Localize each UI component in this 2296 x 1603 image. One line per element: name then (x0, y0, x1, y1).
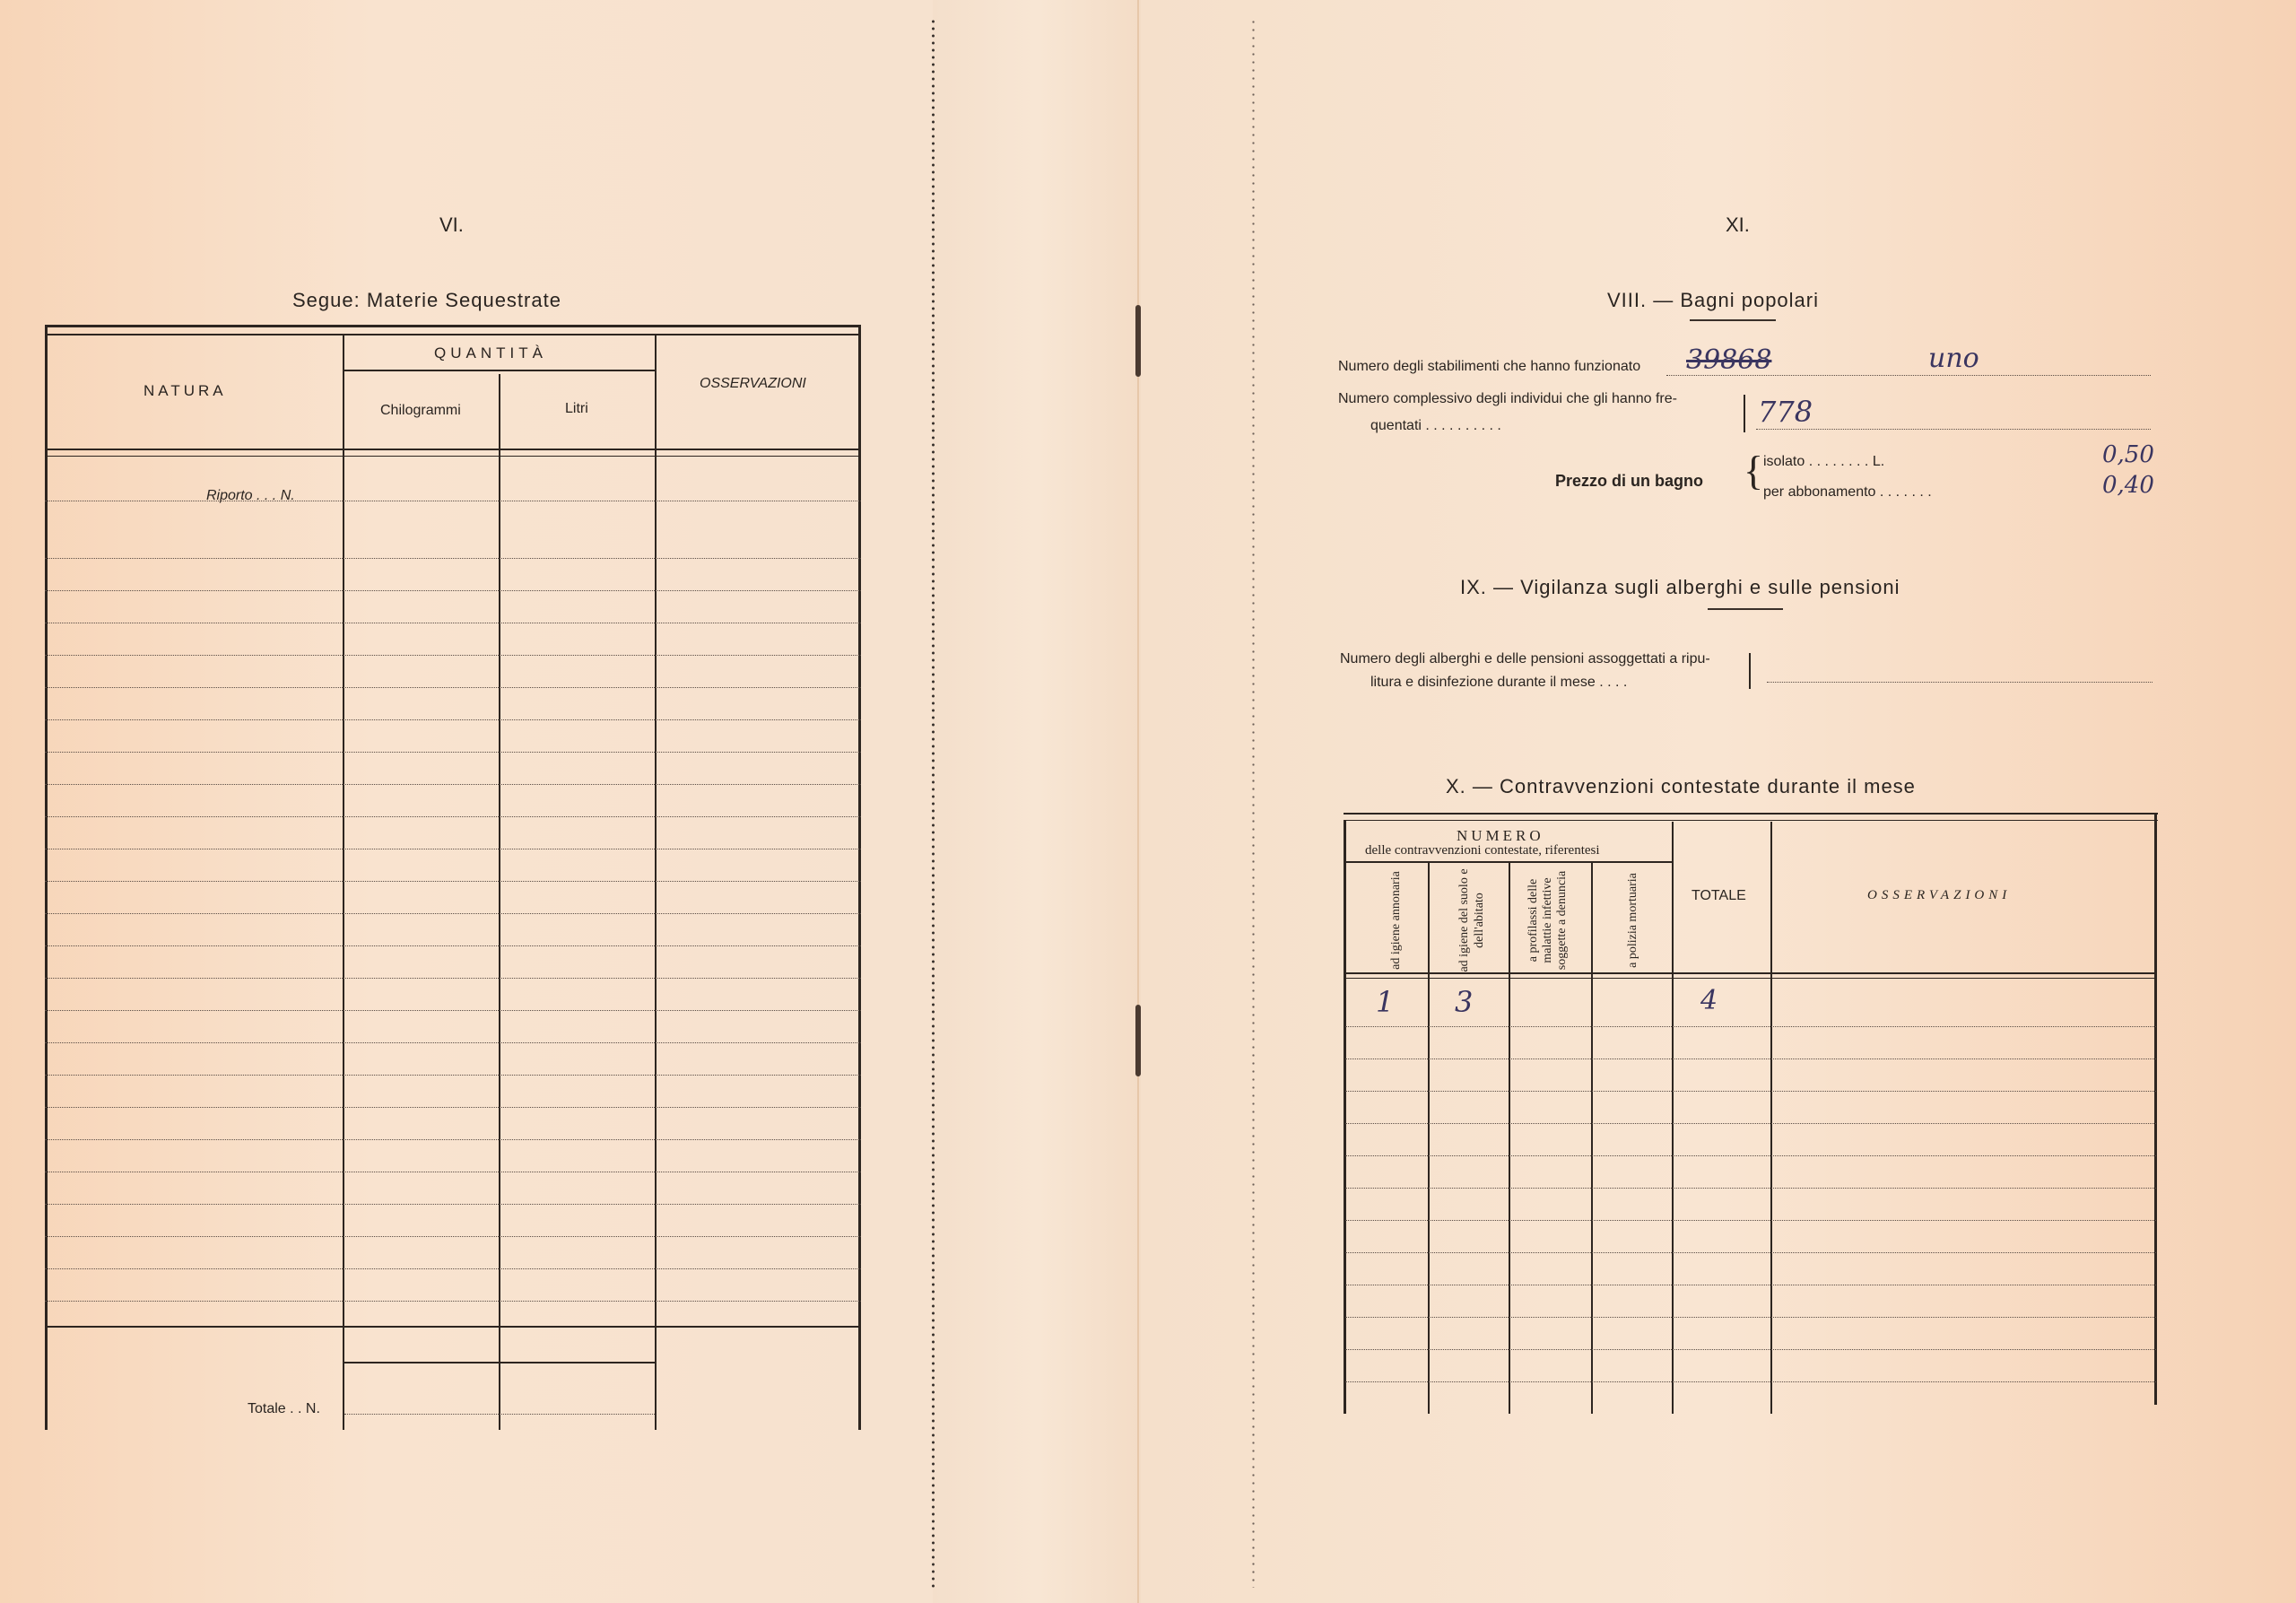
page-number-left: VI. (439, 213, 464, 236)
table-row (1345, 1349, 2156, 1350)
table-row (45, 881, 861, 882)
value-totale: 4 (1700, 985, 1718, 1016)
header-col4: a polizia mortuaria (1626, 873, 1639, 968)
table-row (45, 558, 861, 559)
col-divider-1 (343, 334, 344, 1430)
section-ix-line (1767, 682, 2152, 683)
header-chilogrammi: Chilogrammi (380, 403, 461, 418)
isolato-value: 0,50 (2102, 441, 2154, 468)
table-top-line-2 (1344, 820, 2158, 821)
table-row (45, 655, 861, 656)
table-row (1345, 1123, 2156, 1124)
quantita-underline (344, 370, 655, 371)
table-row (45, 1301, 861, 1302)
staple-top (1135, 305, 1141, 377)
table-row (45, 1010, 861, 1011)
header-natura: NATURA (144, 382, 227, 399)
table-row (45, 978, 861, 979)
individui-line (1756, 429, 2151, 430)
header-col3-cell (1512, 867, 1589, 974)
table-row (45, 752, 861, 753)
value-col1: 1 (1376, 985, 1395, 1019)
contravvenzioni-table (1344, 813, 2158, 1414)
stabilimenti-label: Numero degli stabilimenti che hanno funzionato (1338, 359, 1641, 374)
perforation-right (1252, 18, 1255, 1588)
stabilimenti-handwriting (1686, 344, 1771, 376)
totale-dotted-line (344, 1414, 655, 1415)
section-ix-title: IX. — Vigilanza sugli alberghi e sulle pensioni (1460, 576, 1900, 598)
table-row (1345, 1317, 2156, 1318)
table-row (45, 1075, 861, 1076)
section-viii-underline (1690, 319, 1776, 321)
table-row (1345, 1220, 2156, 1221)
totale-label: Totale . . N. (248, 1401, 320, 1416)
table-row (45, 1139, 861, 1140)
table-row (45, 945, 861, 946)
col-divider-3 (1591, 863, 1593, 1414)
section-viii-title: VIII. — Bagni popolari (1607, 289, 1820, 311)
materie-table (45, 325, 861, 1430)
table-row (45, 1268, 861, 1269)
header-col2-cell (1431, 867, 1507, 974)
col-divider-2 (499, 374, 500, 1430)
header-bottom-line (1345, 972, 2156, 974)
table-row (1345, 1252, 2156, 1253)
individui-label-line2: quentati . . . . . . . . . . (1370, 418, 1501, 433)
section-ix-label-line1: Numero degli alberghi e delle pensioni assoggettati a ripu- (1340, 651, 1710, 666)
table-row (45, 784, 861, 785)
stabilimenti-value: uno (1928, 343, 1979, 374)
table-row (45, 687, 861, 688)
header-litri: Litri (565, 401, 588, 416)
table-row (45, 1042, 861, 1043)
prezzo-label: Prezzo di un bagno (1555, 472, 1703, 490)
section-ix-bracket (1749, 653, 1751, 689)
top-double-line (45, 334, 861, 335)
isolato-label: isolato . . . . . . . . L. (1763, 454, 1885, 469)
header-bottom-line-2 (45, 456, 861, 457)
staple-bottom (1135, 1005, 1141, 1076)
abbonamento-value: 0,40 (2102, 472, 2154, 499)
table-row (1345, 1091, 2156, 1092)
individui-value: 778 (1758, 395, 1813, 429)
riporto-label: Riporto . . . N. (206, 488, 295, 503)
table-row (1345, 1155, 2156, 1156)
header-osservazioni: OSSERVAZIONI (1867, 888, 2012, 902)
table-row (45, 913, 861, 914)
header-quantita: QUANTITÀ (434, 344, 547, 362)
prezzo-brace-icon: { (1744, 448, 1764, 493)
table-row (45, 1236, 861, 1237)
header-osservazioni: OSSERVAZIONI (700, 376, 806, 391)
table-row (1345, 1026, 2156, 1027)
table-left-border (1344, 820, 1346, 1414)
totale-quantity-line (344, 1362, 655, 1363)
header-bottom-line-2 (1345, 978, 2156, 979)
header-col3: a profilassi delle malattie infettive soggette a denuncia (1526, 870, 1569, 971)
binding-line (1137, 0, 1139, 1603)
header-bottom-line (45, 449, 861, 450)
value-col2: 3 (1455, 985, 1474, 1019)
section-ix-underline (1708, 608, 1783, 610)
abbonamento-label: per abbonamento . . . . . . . (1763, 484, 1932, 500)
section-ix-label-line2: litura e disinfezione durante il mese . . . . (1370, 675, 1628, 690)
col-divider-4 (1672, 822, 1674, 1414)
totale-top-line (45, 1326, 861, 1328)
individui-bracket (1744, 395, 1745, 432)
stabilimenti-struck-value: 39868 (1686, 344, 1772, 376)
table-row (45, 1204, 861, 1205)
col-divider-2 (1509, 863, 1510, 1414)
header-col1: ad igiene annonaria (1389, 871, 1403, 970)
section-x-title: X. — Contravvenzioni contestate durante il mese (1446, 775, 1916, 797)
header-col4-cell (1595, 867, 1670, 974)
left-page-title: Segue: Materie Sequestrate (292, 289, 561, 311)
table-row (45, 816, 861, 817)
table-row (45, 719, 861, 720)
col-divider-5 (1770, 822, 1772, 1414)
table-top-line (1344, 813, 2158, 815)
table-row (1345, 1381, 2156, 1382)
individui-label-line1: Numero complessivo degli individui che gli hanno fre- (1338, 391, 1677, 406)
perforation-left (931, 18, 935, 1588)
middle-strip (933, 0, 1141, 1603)
col-divider-1 (1428, 863, 1430, 1414)
table-row (1345, 1188, 2156, 1189)
table-frame (45, 325, 861, 1430)
col-divider-3 (655, 334, 657, 1430)
header-col2: ad igiene del suolo e dell'abitato (1457, 868, 1486, 972)
header-sub: delle contravvenzioni contestate, riferentesi (1365, 843, 1600, 858)
table-right-border (2154, 813, 2157, 1405)
table-row (45, 1107, 861, 1108)
header-numero: NUMERO (1457, 827, 1544, 844)
page-number-right: XI. (1726, 213, 1750, 236)
table-row (45, 590, 861, 591)
header-col1-cell (1351, 867, 1426, 974)
header-totale: TOTALE (1692, 888, 1746, 903)
